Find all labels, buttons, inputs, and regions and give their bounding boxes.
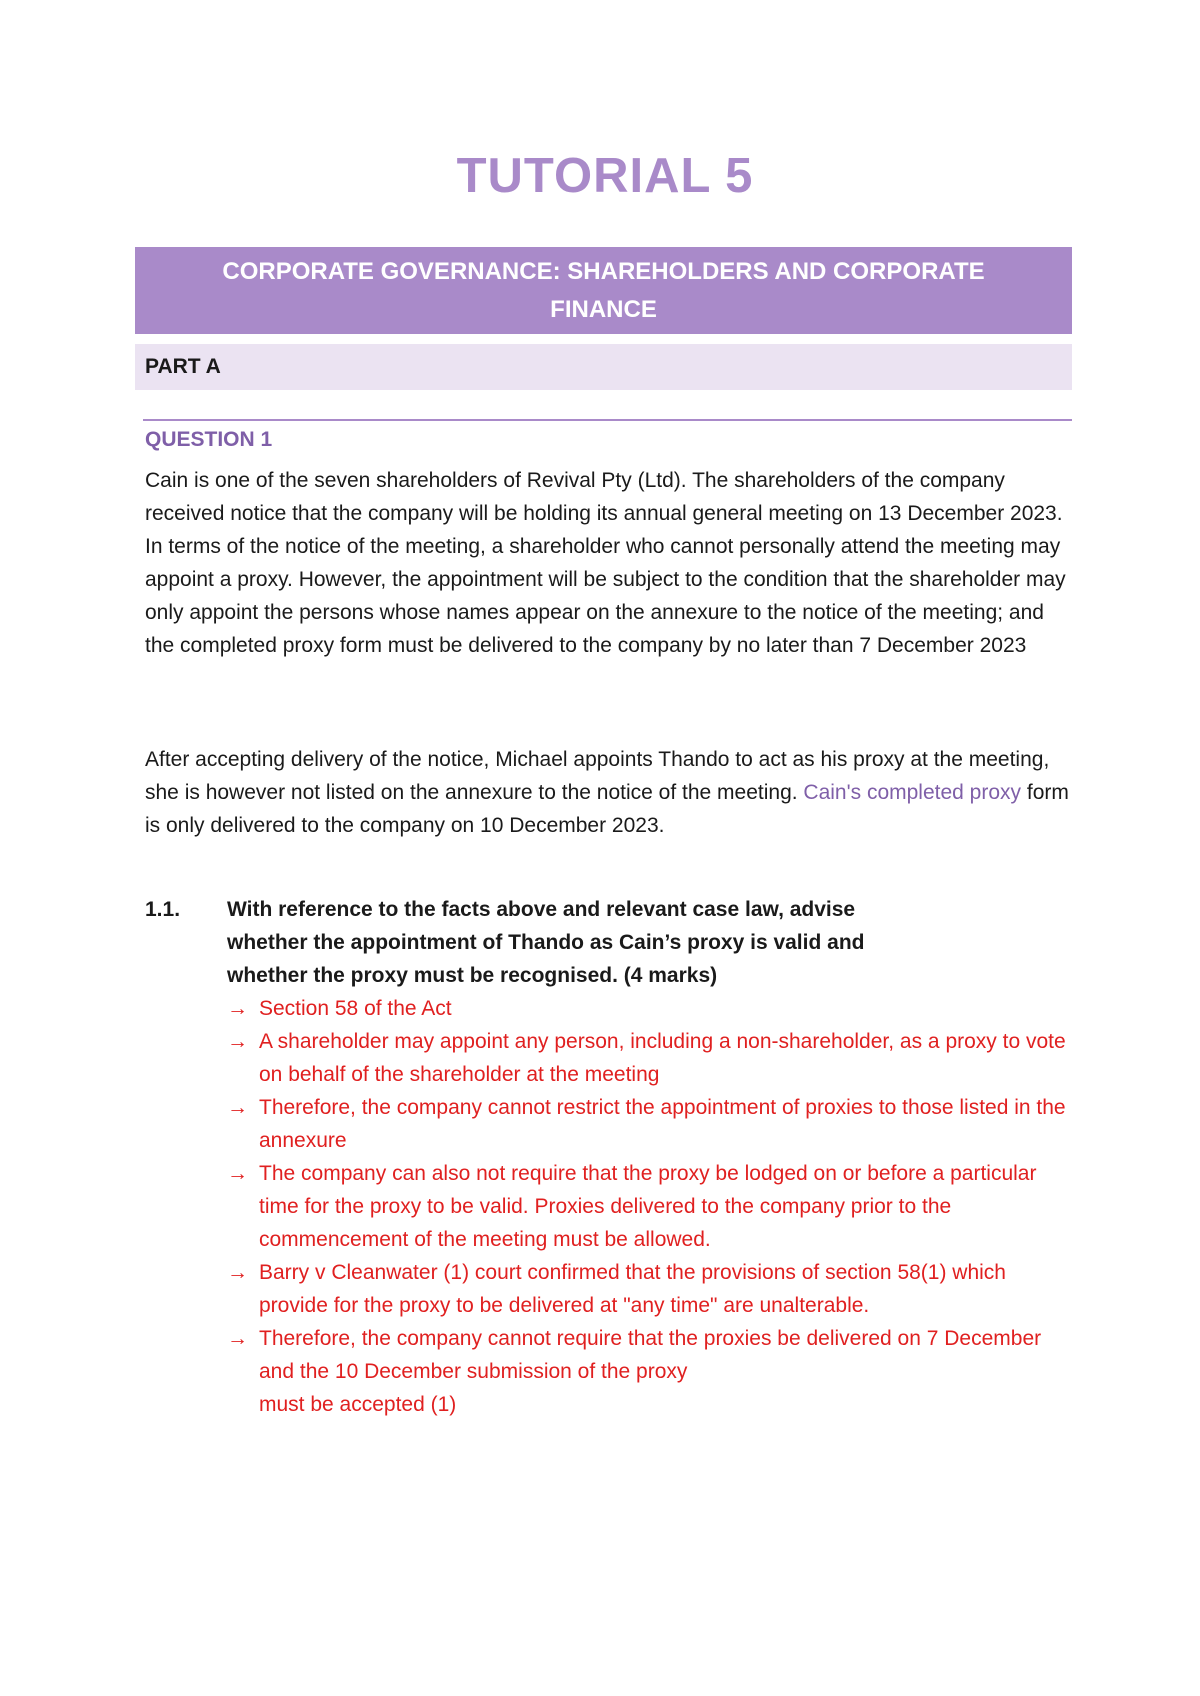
question-label: QUESTION 1 bbox=[145, 428, 273, 451]
section-heading bbox=[135, 247, 1072, 334]
paragraph-2-text-b: Cain's completed proxy bbox=[803, 781, 1027, 804]
paragraph-2-text-a: After accepting delivery of the notice, Michael appoints Thando to act as his proxy at the meeting, she is however not listed on the annexure to the notice of the meeting. bbox=[145, 748, 1050, 804]
answer-item bbox=[227, 992, 1077, 1025]
question-text-body: With reference to the facts above and relevant case law, advise whether the appointment of Thando as Cain’s proxy is valid and whether the proxy must be recognised. bbox=[227, 898, 865, 987]
paragraph-2-text-c: form is only delivered to the company on 10 December 2023. bbox=[145, 781, 1069, 837]
question-number: 1.1. bbox=[145, 898, 181, 921]
paragraph-2 bbox=[145, 743, 1075, 842]
arrow-icon: → bbox=[227, 1162, 248, 1185]
divider bbox=[143, 419, 1072, 421]
document-title: TUTORIAL 5 bbox=[456, 149, 754, 203]
answer-item bbox=[227, 1091, 1077, 1157]
question-text bbox=[227, 893, 927, 992]
answer-text: Barry v Cleanwater (1) court confirmed that the provisions of section 58(1) which provide for the proxy to be delivered at "any time" are unalterable. bbox=[259, 1261, 1006, 1317]
answer-text: The company can also not require that the proxy be lodged on or before a particular time for the proxy to be valid. Proxies delivered to the company prior to the commencement of the meeting must be allowed. bbox=[259, 1162, 1037, 1251]
arrow-icon: → bbox=[227, 1261, 248, 1284]
answer-text: A shareholder may appoint any person, including a non-shareholder, as a proxy to vote on behalf of the shareholder at the meeting bbox=[259, 1030, 1066, 1086]
section-heading-line1: CORPORATE GOVERNANCE: SHAREHOLDERS AND CORPORATE bbox=[222, 258, 985, 285]
arrow-icon: → bbox=[227, 1327, 248, 1350]
answer-text-continuation: must be accepted (1) bbox=[259, 1393, 457, 1416]
arrow-icon: → bbox=[227, 1096, 248, 1119]
arrow-icon: → bbox=[227, 1030, 248, 1053]
answer-item bbox=[227, 1256, 1077, 1322]
answer-text: Section 58 of the Act bbox=[259, 997, 452, 1020]
question-marks: (4 marks) bbox=[617, 964, 718, 987]
answer-item bbox=[227, 1157, 1077, 1256]
paragraph-1: Cain is one of the seven shareholders of Revival Pty (Ltd). The shareholders of the company received notice that the company will be holding its annual general meeting on 13 December 2023. In terms of the notice of the meeting, a shareholder who cannot personally attend the meeting may appoint a proxy. However, the appointment will be subject to the condition that the shareholder may only appoint the persons whose names appear on the annexure to the notice of the meeting; and the completed proxy form must be delivered to the company by no later than 7 December 2023 bbox=[145, 469, 1066, 657]
answer-list bbox=[227, 992, 1077, 1421]
answer-item bbox=[227, 1322, 1077, 1421]
answer-text: Therefore, the company cannot require that the proxies be delivered on 7 December and the 10 December submission of the proxy bbox=[259, 1327, 1042, 1383]
section-heading-line2: FINANCE bbox=[550, 296, 657, 323]
answer-text: Therefore, the company cannot restrict the appointment of proxies to those listed in the annexure bbox=[259, 1096, 1066, 1152]
answer-item bbox=[227, 1025, 1077, 1091]
arrow-icon: → bbox=[227, 997, 248, 1020]
part-heading: PART A bbox=[135, 344, 1072, 390]
